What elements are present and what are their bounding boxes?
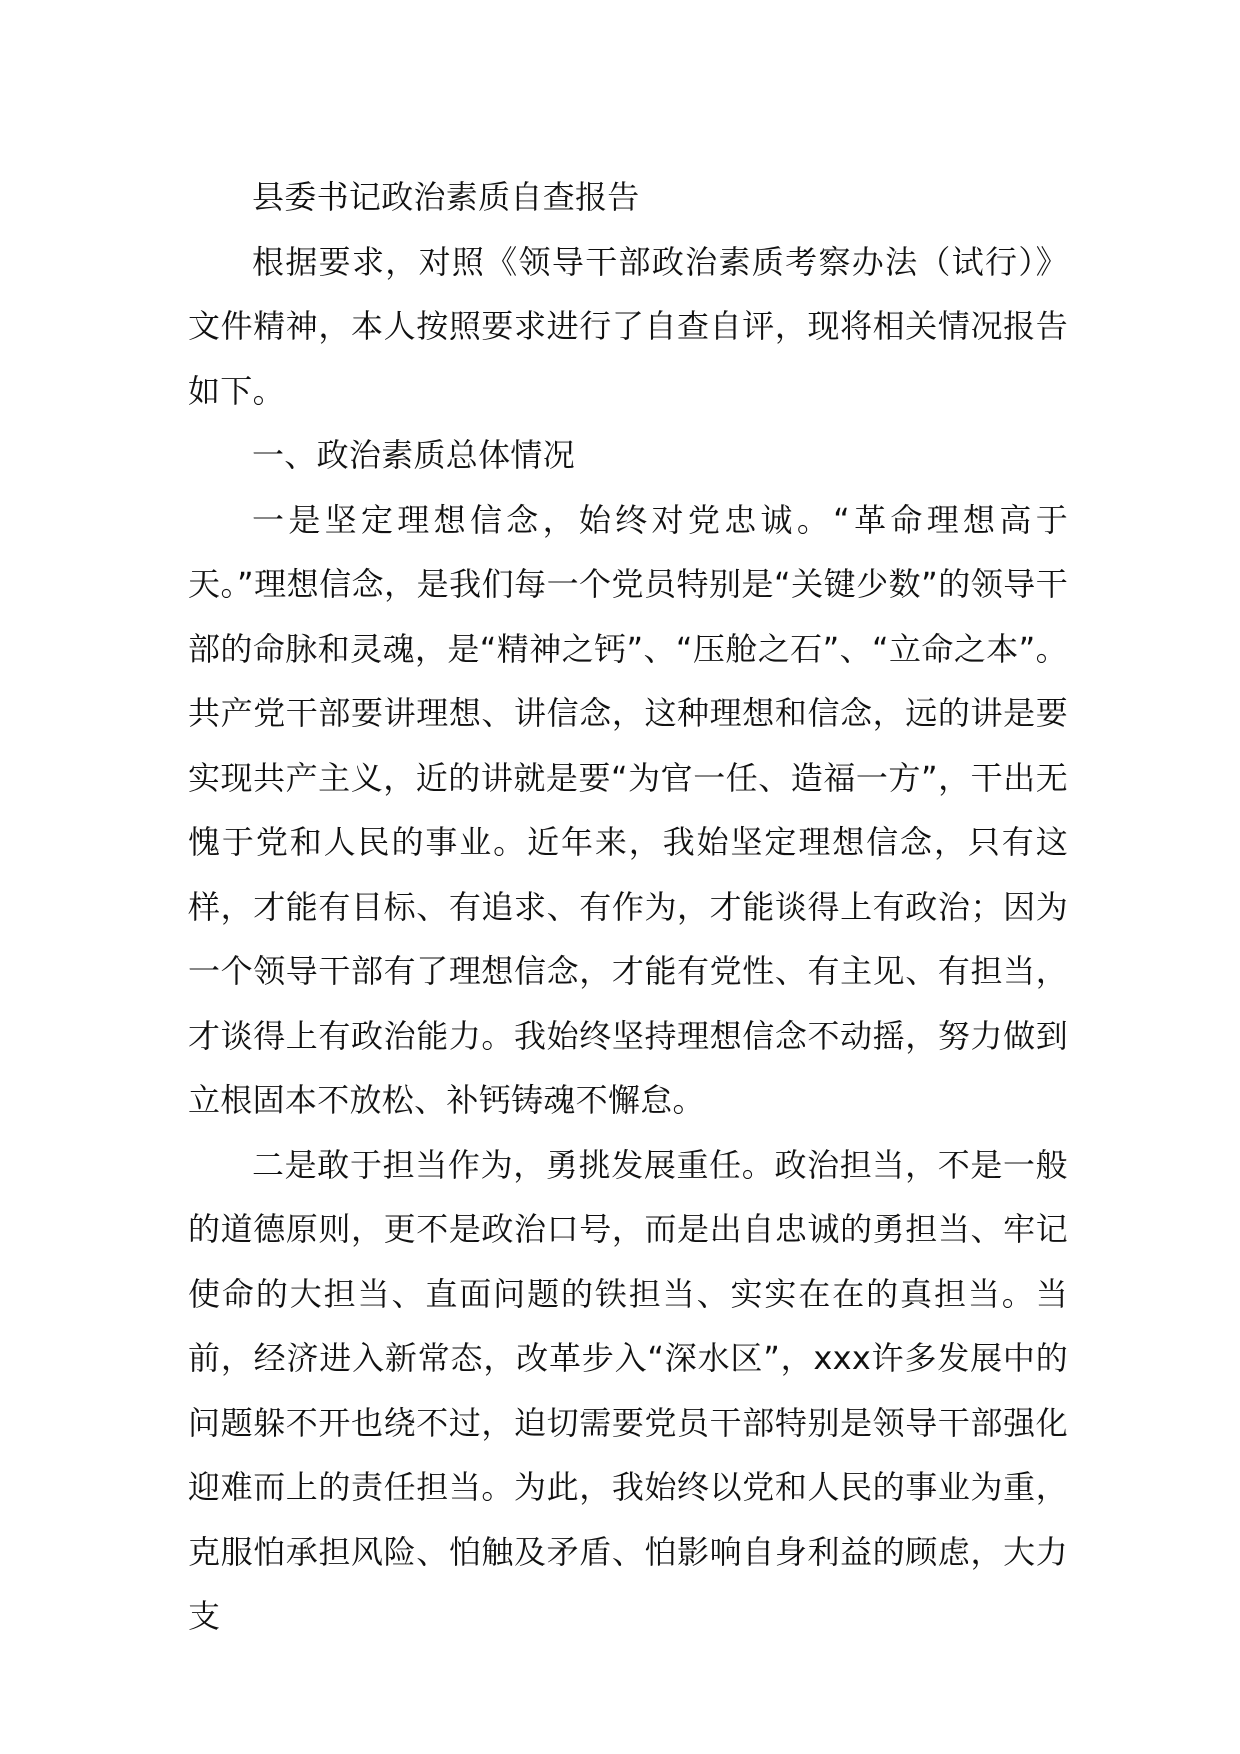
document-body bbox=[188, 165, 1068, 1649]
body-paragraph: 二是敢于担当作为，勇挑发展重任。政治担当，不是一般的道德原则，更不是政治口号，而是出自忠诚的勇担当、牢记使命的大担当、直面问题的铁担当、实实在在的真担当。当前，经济进入新常态，改革步入“深水区”，xxx许多发展中的问题躲不开也绕不过，迫切需要党员干部特别是领导干部强化迎难而上的责任担当。为此，我始终以党和人民的事业为重，克服怕承担风险、怕触及矛盾、怕影响自身利益的顾虑，大力支 bbox=[188, 1145, 1068, 1635]
intro-paragraph: 根据要求，对照《领导干部政治素质考察办法（试行）》文件精神，本人按照要求进行了自查自评，现将相关情况报告如下。 bbox=[188, 242, 1068, 410]
document-title: 县委书记政治素质自查报告 bbox=[252, 178, 640, 216]
section-heading: 一、政治素质总体情况 bbox=[252, 436, 576, 474]
body-paragraph: 一是坚定理想信念，始终对党忠诚。“革命理想高于天。”理想信念，是我们每一个党员特别是“关键少数”的领导干部的命脉和灵魂，是“精神之钙”、“压舱之石”、“立命之本”。共产党干部要讲理想、讲信念，这种理想和信念，远的讲是要实现共产主义，近的讲就是要“为官一任、造福一方”，干出无愧于党和人民的事业。近年来，我始坚定理想信念，只有这样，才能有目标、有追求、有作为，才能谈得上有政治；因为一个领导干部有了理想信念，才能有党性、有主见、有担当，才谈得上有政治能力。我始终坚持理想信念不动摇，努力做到立根固本不放松、补钙铸魂不懈怠。 bbox=[188, 500, 1068, 1119]
